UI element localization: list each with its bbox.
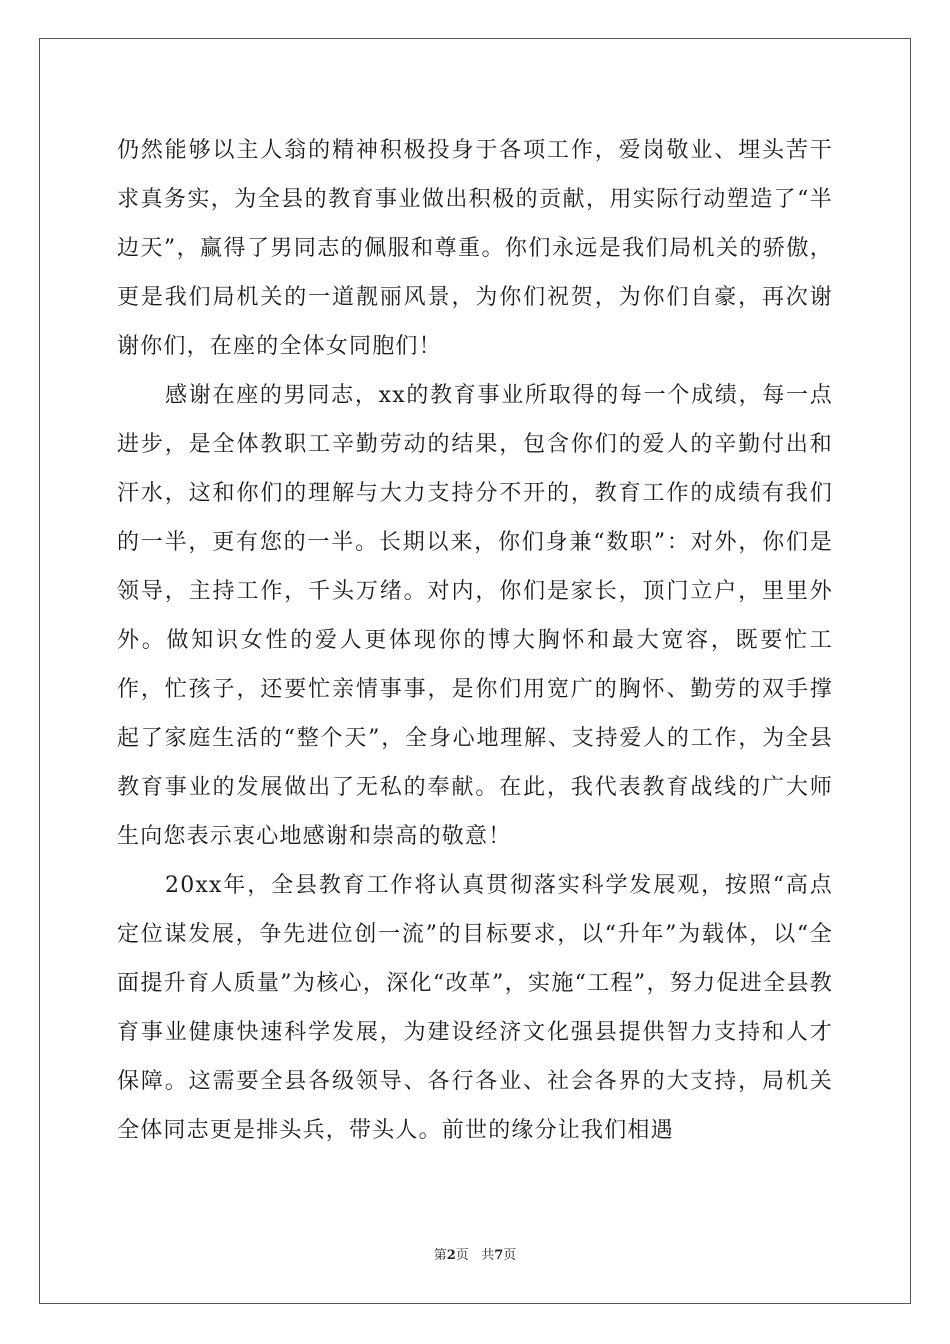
paragraph-1: 仍然能够以主人翁的精神积极投身于各项工作，爱岗敬业、埋头苦干求真务实，为全县的教育事业做出积极的贡献，用实际行动塑造了“半边天”，赢得了男同志的佩服和尊重。你们永远是我们局机关的骄傲，更是我们局机关的一道靓丽风景，为你们祝贺，为你们自豪，再次谢谢你们，在座的全体女同胞们！ [117,138,833,359]
page-suffix: 页 [455,1248,469,1263]
paragraph-3: 20xx年，全县教育工作将认真贯彻落实科学发展观，按照“高点定位谋发展，争先进位创一流”的目标要求，以“升年”为载体，以“全面提升育人质量”为核心，深化“改革”，实施“工程”，努力促进全县教育事业健康快速科学发展，为建设经济文化强县提供智力支持和人才保障。这需要全县各级领导、各行各业、社会各界的大支持，局机关全体同志更是排头兵，带头人。前世的缘分让我们相遇 [117,873,833,1143]
page-prefix: 第 [433,1248,447,1263]
document-body [117,126,833,1155]
page-number: 2 [446,1248,456,1263]
total-suffix: 页 [503,1248,517,1263]
total-prefix: 共 [481,1248,495,1263]
page-footer [0,1244,950,1263]
total-pages: 7 [494,1248,504,1263]
paragraph-2: 感谢在座的男同志，xx的教育事业所取得的每一个成绩，每一点进步，是全体教职工辛勤劳动的结果，包含你们的爱人的辛勤付出和汗水，这和你们的理解与大力支持分不开的，教育工作的成绩有我们的一半，更有您的一半。长期以来，你们身兼“数职”：对外，你们是领导，主持工作，千头万绪。对内，你们是家长，顶门立户，里里外外。做知识女性的爱人更体现你的博大胸怀和最大宽容，既要忙工作，忙孩子，还要忙亲情事事，是你们用宽广的胸怀、勤劳的双手撑起了家庭生活的“整个天”，全身心地理解、支持爱人的工作，为全县教育事业的发展做出了无私的奉献。在此，我代表教育战线的广大师生向您表示衷心地感谢和崇高的敬意！ [117,383,833,849]
